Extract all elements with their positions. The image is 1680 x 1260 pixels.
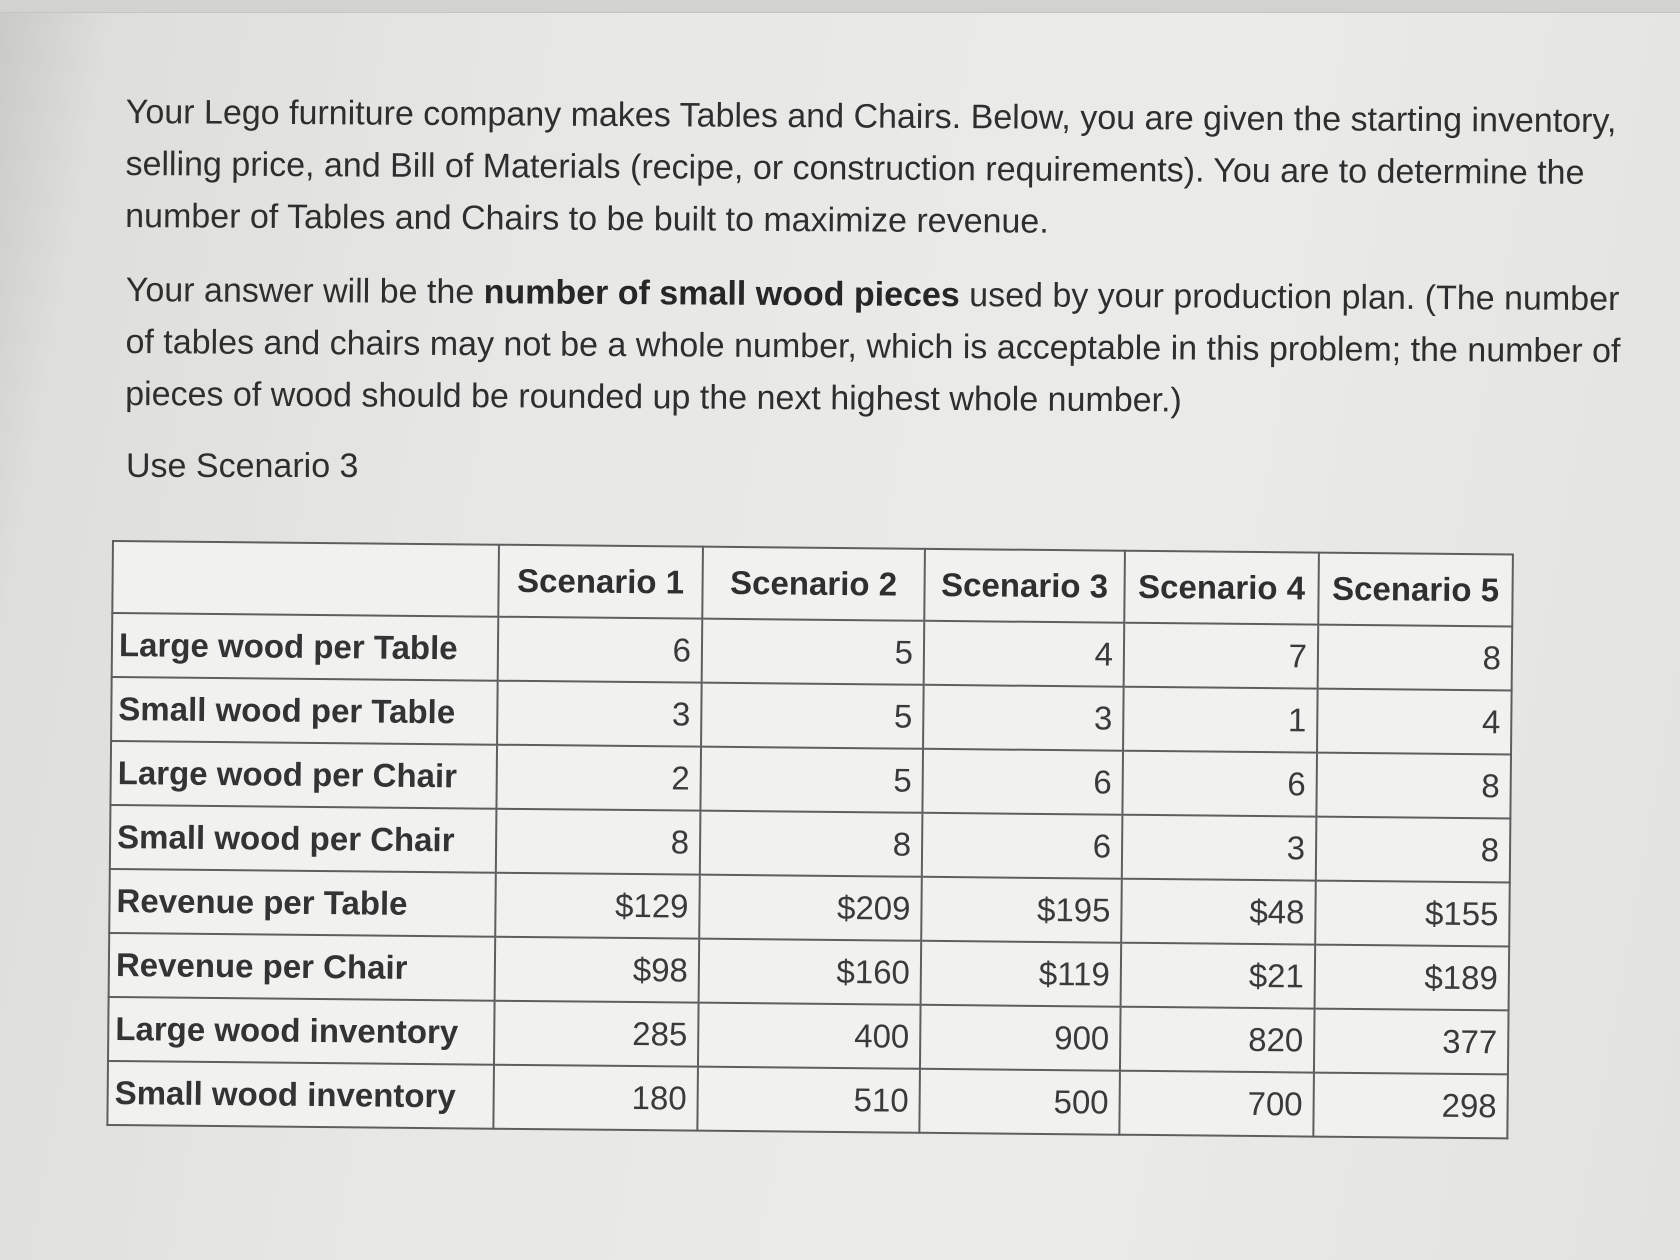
scenario-table — [106, 540, 1514, 1139]
table-cell: 510 — [697, 1067, 920, 1133]
table-header-row — [112, 541, 1513, 626]
table-cell: 5 — [702, 619, 925, 685]
table-cell: $48 — [1121, 879, 1316, 945]
table-cell: $98 — [495, 937, 700, 1003]
table-cell: 6 — [498, 617, 703, 683]
table-corner-cell — [112, 541, 499, 617]
table-cell: 2 — [496, 745, 701, 811]
table-cell: 8 — [1316, 817, 1511, 883]
table-cell: 8 — [1316, 753, 1511, 819]
header-scenario-3: Scenario 3 — [924, 549, 1125, 623]
table-cell: $189 — [1315, 945, 1510, 1011]
table-cell: $209 — [699, 875, 922, 941]
row-label: Revenue per Table — [109, 869, 496, 937]
table-cell: $119 — [921, 941, 1122, 1007]
question-content — [126, 86, 1626, 526]
table-cell: 8 — [1318, 625, 1513, 691]
header-scenario-1: Scenario 1 — [498, 545, 703, 619]
table-cell: 285 — [494, 1001, 699, 1067]
table-cell: 400 — [698, 1003, 921, 1069]
row-label: Small wood per Chair — [110, 805, 497, 873]
table-cell: 4 — [1317, 689, 1512, 755]
table-cell: 8 — [700, 811, 923, 877]
row-label: Large wood inventory — [108, 997, 495, 1065]
table-cell: 820 — [1120, 1007, 1315, 1073]
table-cell: $195 — [921, 877, 1122, 943]
table-cell: 900 — [920, 1005, 1121, 1071]
table-cell: 8 — [496, 809, 701, 875]
header-scenario-5: Scenario 5 — [1318, 553, 1513, 627]
header-scenario-2: Scenario 2 — [702, 547, 925, 621]
table-cell: 180 — [493, 1065, 698, 1131]
row-label: Large wood per Table — [112, 613, 499, 681]
scenario-table-wrapper — [106, 540, 1514, 1139]
table-cell: 377 — [1314, 1009, 1509, 1075]
table-cell: $155 — [1315, 881, 1510, 947]
instructions-text-end: used by your production plan. (The number of tables and chairs may not be a whole number, which is acceptable in this problem; the number of pieces of wood should be rounded up the next highest whole number.) — [125, 276, 1621, 420]
row-label: Large wood per Chair — [110, 741, 497, 809]
row-label: Small wood per Table — [111, 677, 498, 745]
table-cell: $160 — [699, 939, 922, 1005]
table-cell: 3 — [923, 685, 1124, 751]
table-cell: 1 — [1123, 687, 1318, 753]
row-label: Small wood inventory — [107, 1061, 494, 1129]
table-cell: 500 — [919, 1069, 1120, 1135]
table-cell: 6 — [1122, 751, 1317, 817]
table-cell: 6 — [922, 749, 1123, 815]
table-cell: 5 — [700, 747, 923, 813]
header-scenario-4: Scenario 4 — [1124, 551, 1319, 625]
table-cell: 3 — [1122, 815, 1317, 881]
table-cell: 7 — [1124, 623, 1319, 689]
instructions-text-start: Your answer will be the — [125, 270, 484, 312]
answer-instructions-paragraph — [125, 264, 1626, 429]
table-cell: 3 — [497, 681, 702, 747]
row-label: Revenue per Chair — [109, 933, 496, 1001]
table-cell: 6 — [922, 813, 1123, 879]
table-cell: 4 — [924, 621, 1125, 687]
scenario-instruction: Use Scenario 3 — [126, 447, 359, 485]
table-cell: $129 — [495, 873, 700, 939]
top-strip — [0, 0, 1680, 13]
table-cell: 700 — [1119, 1071, 1314, 1137]
instructions-bold-phrase: number of small wood pieces — [483, 273, 960, 315]
table-cell: $21 — [1121, 943, 1316, 1009]
table-cell: 298 — [1313, 1073, 1508, 1139]
intro-paragraph: Your Lego furniture company makes Tables and Chairs. Below, you are given the starting inventory, selling price, and Bill of Materials (recipe, or construction requirements). You are to determine the number of Tables and Chairs to be built to maximize revenue. — [125, 92, 1617, 241]
table-row — [107, 1061, 1508, 1138]
table-cell: 5 — [701, 683, 924, 749]
